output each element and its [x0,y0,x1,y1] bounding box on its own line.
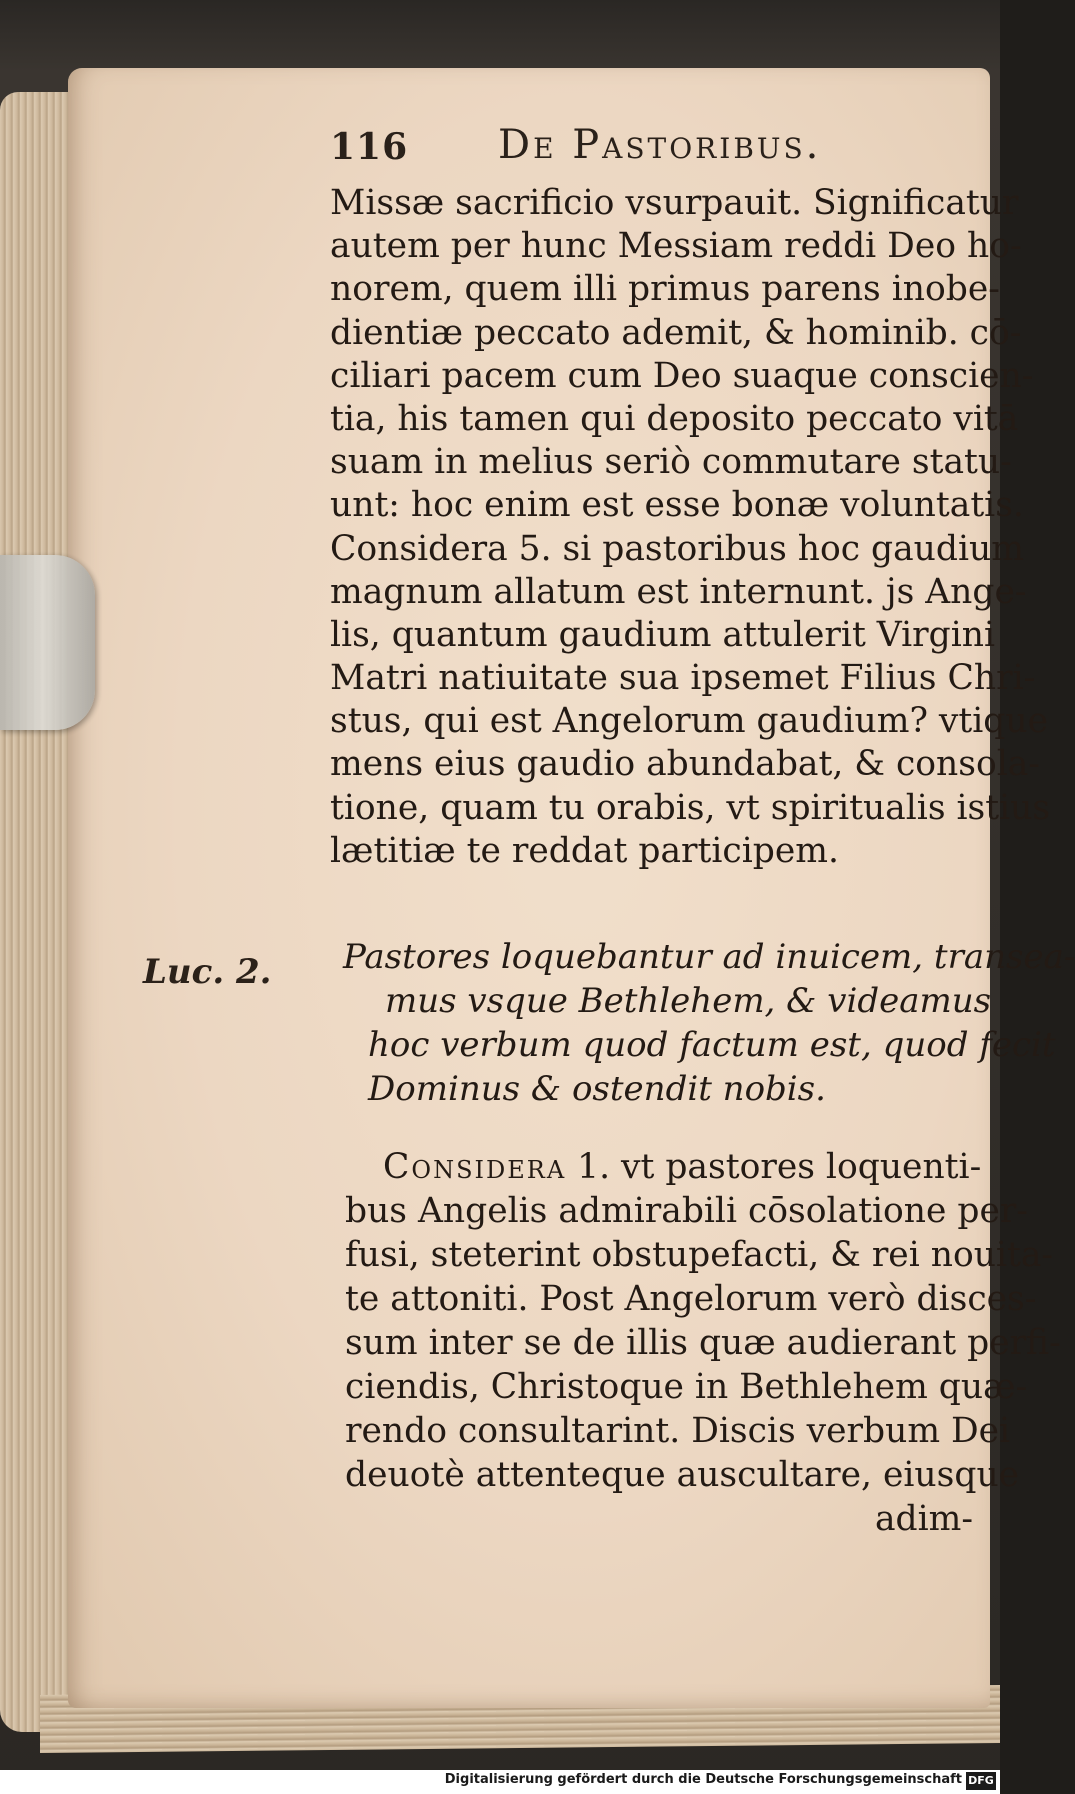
text-line: fusi, steterint obstupefacti, & rei nouita- [345,1235,1054,1275]
text-line: dientiæ peccato ademit, & hominib. cō- [330,312,1022,353]
text-line: norem, quem illi primus parens inobe- [330,269,1000,310]
running-head-title: De Pastoribus. [498,122,822,168]
page-number: 116 [330,126,409,168]
quote-line: hoc verbum quod factum est, quod fecit [368,1025,1056,1065]
text-line: bus Angelis admirabili cōsolatione per- [345,1191,1029,1231]
lead-word: Considera [383,1147,567,1187]
text-line: lætitiæ te reddat participem. [330,830,839,871]
catchword: adim- [874,1499,973,1539]
paragraph-1 [330,182,1051,873]
text-line: rendo consultarint. Discis verbum Dei [345,1411,1011,1451]
text-line: deuotè attenteque auscultare, eiusque [345,1455,1020,1495]
text-line: stus, qui est Angelorum gaudium? vtique [330,701,1049,742]
text-line: lis, quantum gaudium attulerit Virgini [330,614,995,655]
dfg-logo-icon: DFG [966,1772,996,1790]
quote-line: Pastores loquebantur ad inuicem, transea- [343,937,1075,977]
paragraph-2 [345,1145,1061,1541]
page-clip [0,555,95,730]
lead-number: 1. [577,1147,611,1187]
quote-line: Dominus & ostendit nobis. [368,1069,826,1109]
text-line: sum inter se de illis quæ audierant perfi- [345,1323,1061,1363]
text-line: unt: hoc enim est esse bonæ voluntatis. [330,485,1024,526]
text-line: magnum allatum est internunt. js Ange- [330,571,1027,612]
text-line: Matri natiuitate sua ipsemet Filius Chri- [330,658,1036,699]
text-line: tione, quam tu orabis, vt spiritualis istius [330,787,1051,828]
text-line: suam in melius seriò commutare statu- [330,442,1012,483]
lead-line-rest: vt pastores loquenti- [621,1147,982,1187]
scripture-quote [343,935,1075,1111]
text-line: ciliari pacem cum Deo suaque conscien- [330,355,1034,396]
text-line: Missæ sacrificio vsurpauit. Significatur [330,183,1019,223]
text-line: mens eius gaudio abundabat, & consola- [330,744,1041,785]
footer-credit: Digitalisierung gefördert durch die Deutsche Forschungsgemeinschaft [444,1772,962,1787]
quote-line: mus vsque Bethlehem, & videamus [385,981,992,1021]
text-line: tia, his tamen qui deposito peccato vitā [330,398,1019,439]
text-line: Considera 5. si pastoribus hoc gaudium [330,528,1024,569]
digitization-footer [0,1770,1000,1794]
marginal-note: Luc. 2. [143,952,272,992]
text-line: autem per hunc Messiam reddi Deo ho- [330,226,1022,267]
running-head [330,118,890,178]
text-line: te attoniti. Post Angelorum verò disces- [345,1279,1037,1319]
text-line: ciendis, Christoque in Bethlehem quæ- [345,1367,1028,1407]
text-line [345,1145,985,1189]
